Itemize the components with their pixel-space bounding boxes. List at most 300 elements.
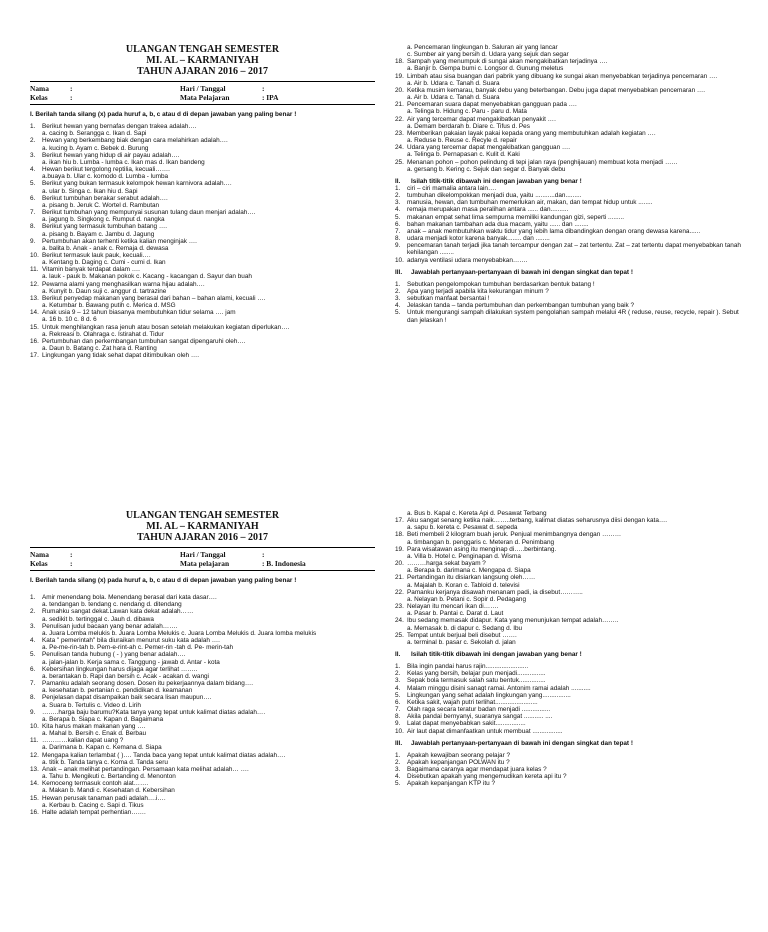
answer-options	[30, 702, 375, 709]
date-label: Hari / Tanggal	[180, 550, 226, 559]
date-label: Hari / Tanggal	[180, 84, 226, 93]
item-text: Pencemaran suara dapat menyebabkan gangguan pada ….	[407, 101, 577, 109]
name-label: Nama	[30, 84, 49, 93]
item-number: 22.	[395, 588, 404, 596]
item-text: anak – anak membutuhkan waktu tidur yang lebih lama dibandingkan dengan orang dewasa karena......	[407, 227, 701, 235]
exam-header	[30, 44, 375, 77]
question-item	[395, 759, 745, 766]
item-text: bahan makanan tambahan ada dua macam, yaitu ...... dan ........	[407, 220, 589, 228]
item-text: a. Berapa b. darimana c. Mengapa d. Siapa	[407, 567, 531, 575]
section-title	[395, 269, 745, 276]
item-text: a. lauk - pauk b. Makanan pokok c. Kacang - kacangan d. Sayur dan buah	[42, 273, 252, 281]
question-item	[395, 235, 745, 242]
question-item	[395, 663, 745, 670]
answer-options	[30, 231, 375, 238]
item-number: 2.	[30, 608, 36, 616]
item-number: 7.	[395, 706, 401, 714]
item-text: Pertumbuhan dan perkembangan tumbuhan sangat dipengaruhi oleh….	[42, 337, 246, 345]
item-text: Penulisan judul bacaan yang benar adalah…….	[42, 622, 178, 630]
item-text: Ketika sakit, wajah putri terlihat........................	[407, 698, 538, 706]
question-item	[30, 195, 375, 202]
question-item	[395, 221, 745, 228]
question-item	[30, 352, 375, 359]
item-text: a. Suara b. Tertulis c. Video d. Lirih	[42, 701, 141, 709]
item-number: 23.	[395, 603, 404, 611]
item-text: a. Pasar b. Pantai c. Darat d. Laut	[407, 610, 504, 618]
item-number: 7.	[395, 227, 401, 235]
item-text: Halte adalah tempat perhentian…….	[42, 808, 146, 816]
question-item	[30, 608, 375, 615]
question-item	[395, 546, 745, 553]
question-item	[395, 58, 745, 65]
question-item	[30, 680, 375, 687]
item-text: Pewarna alami yang menghasilkan warna hijau adalah….	[42, 280, 205, 288]
answer-options	[30, 145, 375, 152]
question-item	[395, 780, 745, 787]
question-item	[30, 338, 375, 345]
item-text: Bagaimana caranya agar mendapat juara kelas ?	[407, 766, 547, 774]
question-item	[395, 766, 745, 773]
item-text: a. balita b. Anak - anak c. Remaja d. dewasa	[42, 244, 169, 252]
answer-options	[395, 524, 745, 531]
item-text: Air laut dapat dimanfaatkan untuk membuat .................	[407, 727, 563, 735]
date-colon: :	[262, 550, 265, 559]
item-text: Menanan pohon – pohon pelindung di tepi jalan raya (penghijauan) membuat kota menjadi ……	[407, 158, 678, 166]
question-item	[395, 728, 745, 735]
item-text: Berikut penyedap makanan yang berasal dari bahan – bahan alami, kecuali ….	[42, 294, 266, 302]
item-number: 1.	[30, 123, 36, 131]
answer-options	[30, 331, 375, 338]
answer-options	[395, 123, 745, 130]
answer-options	[30, 659, 375, 666]
item-text: adanya ventilasi udara menyebabkan…….	[407, 256, 528, 264]
item-number: 16.	[30, 808, 39, 816]
item-number: III.	[395, 739, 403, 747]
item-text: a. Banjir b. Gempa bumi c. Longsor d. Gunung meletus	[407, 65, 564, 73]
item-text: a. kucing b. Ayam c. Bebek d. Burung	[42, 144, 149, 152]
subject-value: : B. Indonesia	[262, 559, 306, 568]
item-text: remaja merupakan masa peralihan antara ...... dan..........	[407, 206, 569, 214]
item-number: 1.	[395, 751, 401, 759]
question-item	[395, 214, 745, 221]
item-text: ciri – ciri mamalia antara lain….	[407, 184, 497, 192]
item-number: 17.	[30, 352, 39, 360]
item-text: a. ikan hiu b. Lumba - lumba c. Ikan mas d. Ikan bandeng	[42, 158, 205, 166]
question-item	[395, 699, 745, 706]
question-item	[30, 137, 375, 144]
item-number: 11.	[30, 266, 39, 274]
item-number: 2.	[395, 288, 401, 295]
answer-options	[395, 553, 745, 560]
item-text: Hewan berikut tergolong reptilia, kecuali…….	[42, 166, 170, 174]
item-text: Sepak bola termasuk salah satu bentuk...............	[407, 677, 546, 685]
question-item	[30, 623, 375, 630]
question-item	[395, 517, 745, 524]
item-text: a. sedikit b. tertinggal c. Jauh d. dibawa	[42, 615, 154, 623]
item-text: Pamanku kerjanya disawah menanam padi, ia disebut………..	[407, 588, 583, 596]
right-column	[395, 510, 745, 788]
answer-options	[30, 202, 375, 209]
question-item	[395, 130, 745, 137]
item-text: a. Rekreasi b. Olahraga c. Istirahat d. Tidur	[42, 330, 164, 338]
item-number: 6.	[395, 220, 401, 228]
subject-label: Mata pelajaran	[180, 559, 230, 568]
item-text: Akila pandai bernyanyi, suaranya sangat ........... ....	[407, 713, 553, 721]
item-number: 5.	[395, 213, 401, 221]
item-number: 25.	[395, 158, 404, 166]
item-text: Hewan yang berkembang biak dengan cara melahirkan adalah….	[42, 137, 228, 145]
item-text: Lingkungan yang sehat adalah lingkungan yang................	[407, 691, 571, 699]
item-number: 3.	[395, 766, 401, 774]
item-text: Memberikan pakaian layak pakai kepada orang yang membutuhkan adalah kegiatan ….	[407, 129, 656, 137]
item-text: Berikut tumbuhan yang mempunyai susunan tulang daun menjari adalah….	[42, 209, 256, 217]
answer-options	[395, 610, 745, 617]
item-text: Pertumbuhan akan terhenti ketika kalian menginjak ….	[42, 237, 197, 245]
item-number: 9.	[30, 237, 36, 245]
item-text: Berikut hewan yang hidup di air payau adalah….	[42, 151, 180, 159]
item-text: a. Pe-me-rin-tah b. Pem-e-rint-ah c. Pemer-rin -tah d. Pe- merin-tah	[42, 644, 234, 652]
answer-options	[395, 567, 745, 574]
question-item	[30, 694, 375, 701]
item-text: …………kalian dapat uang ?	[42, 737, 124, 745]
question-item	[30, 752, 375, 759]
question-item	[30, 166, 375, 173]
item-text: Hewan perusak tanaman padi adalah….i….	[42, 794, 166, 802]
item-text: Limbah atau sisa buangan dari pabrik yang dibuang ke sungai akan menyebabkan terjadinya pencemaran ….	[407, 72, 718, 80]
item-text: a. Berapa b. Siapa c. Kapan d. Bagaimana	[42, 715, 164, 723]
question-item	[395, 677, 745, 684]
name-colon: :	[70, 84, 73, 93]
item-number: 9.	[395, 242, 401, 250]
item-text: a. berantakan b. Rapi dan bersih c. Acak - acakan d. wangi	[42, 672, 209, 680]
item-text: Pamanku adalah seorang dosen. Dosen itu pekerjaannya dalam bidang….	[42, 680, 254, 688]
name-colon: :	[70, 550, 73, 559]
item-number: 10.	[30, 251, 39, 259]
question-item	[30, 766, 375, 773]
item-text: Kemoceng termasuk contoh alat…….	[42, 780, 149, 788]
class-label: Kelas	[30, 559, 48, 568]
question-item	[395, 309, 745, 323]
question-item	[30, 180, 375, 187]
question-item	[395, 670, 745, 677]
question-item	[395, 603, 745, 610]
answer-options	[395, 108, 745, 115]
section-1-title: I. Berilah tanda silang (x) pada huruf a, b, c atau d di depan jawaban yang paling benar !	[30, 111, 297, 118]
item-text: manusia, hewan, dan tumbuhan memerlukan air, makan, dan tempat hidup untuk ........	[407, 199, 653, 207]
item-text: Nelayan itu mencari ikan di…….	[407, 603, 499, 611]
item-text: Apakah kewajiban seorang pelajar ?	[407, 751, 511, 759]
answer-options	[30, 601, 375, 608]
item-text: Isilah titik-titik dibawah ini dengan jawaban yang benar !	[411, 650, 582, 658]
question-item	[395, 752, 745, 759]
question-item	[30, 666, 375, 673]
item-text: a. Air b. Udara c. Tanah d. Suara	[407, 79, 500, 87]
item-number: 12.	[30, 751, 39, 759]
exam-header	[30, 510, 375, 543]
question-item	[395, 589, 745, 596]
item-text: Ketika musim kemarau, banyak debu yang beterbangan. Debu juga dapat menyebabkan pencemaran ….	[407, 86, 706, 94]
item-number: 9.	[395, 720, 401, 728]
item-number: 19.	[395, 545, 404, 553]
answer-options	[395, 596, 745, 603]
question-item	[30, 809, 375, 816]
answer-options	[395, 151, 745, 158]
item-number: 14.	[30, 309, 39, 317]
name-label: Nama	[30, 550, 49, 559]
header-line-1: ULANGAN TENGAH SEMESTER	[125, 510, 280, 521]
question-item	[395, 206, 745, 213]
answer-options	[30, 687, 375, 694]
question-item	[395, 288, 745, 295]
item-text: Aku sangat senang ketika naik……..terbang, kalimat diatas seharusnya diisi dengan kata….	[407, 517, 668, 525]
answer-options	[30, 644, 375, 651]
item-text: a.buaya b. Ular c. komodo d. Lumba - lumba	[42, 173, 169, 181]
item-number: 2.	[30, 137, 36, 145]
item-text: a. titik b. Tanda tanya c. Koma d. Tanda seru	[42, 758, 168, 766]
item-number: 5.	[395, 780, 401, 788]
answer-options	[30, 259, 375, 266]
item-number: 13.	[30, 765, 39, 773]
question-item	[395, 192, 745, 199]
question-item	[395, 199, 745, 206]
item-number: 14.	[30, 780, 39, 788]
item-text: a. jagung b. Singkong c. Rumput d. nangka	[42, 216, 165, 224]
item-text: a. Daun b. Batang c. Zat hara d. Ranting	[42, 345, 157, 352]
question-item	[395, 617, 745, 624]
item-text: Kebersihan lingkungan harus dijaga agar terlihat ……..	[42, 665, 198, 673]
question-item	[395, 73, 745, 80]
item-number: 4.	[395, 773, 401, 781]
item-text: Berikut hewan yang bernafas dengan trakea adalah….	[42, 123, 197, 131]
question-item	[395, 302, 745, 309]
item-number: 1.	[30, 594, 36, 602]
item-text: Pertandingan itu disiarkan langsung oleh……	[407, 574, 536, 582]
item-number: 2.	[395, 670, 401, 678]
question-item	[30, 324, 375, 331]
item-text: a. pisang b. Bayam c. Jambu d. Jagung	[42, 230, 155, 238]
answer-options	[30, 744, 375, 751]
item-text: a. 16 b. 10 c. 8 d. 6	[42, 316, 97, 324]
item-text: ……..harga baju barumu?Kata tanya yang tepat untuk kalimat diatas adalah….	[42, 708, 266, 716]
section-title	[395, 178, 745, 185]
item-text: a. Darimana b. Kapan c. Kemana d. Siapa	[42, 744, 162, 752]
question-item	[30, 780, 375, 787]
item-number: 3.	[30, 622, 36, 630]
item-text: a. timbangan b. penggaris c. Meteran d. Penimbang	[407, 538, 555, 546]
section-title	[395, 651, 745, 658]
item-text: Kata " pemerintah" bila diuraikan menurut suku kata adalah ….	[42, 637, 220, 645]
item-text: c. Sumber air yang bersih d. Udara yang sejuk dan segar	[407, 51, 569, 59]
item-number: 4.	[395, 302, 401, 310]
item-text: Jelaskan tanda – tanda pertumbuhan dan perkembangan tumbuhan yang baik ?	[407, 302, 635, 310]
question-item	[30, 238, 375, 245]
answer-options	[30, 673, 375, 680]
answer-options	[30, 273, 375, 280]
subject-value: : IPA	[262, 93, 279, 102]
question-item	[395, 257, 745, 264]
item-text: a. ular b. Singa c. Ikan hiu d. Sapi	[42, 187, 138, 195]
item-text: a. Tahu b. Mengikuti c. Bertanding d. Menonton	[42, 773, 176, 781]
answer-options	[30, 773, 375, 780]
exam-sheet-bahasa-indonesia	[0, 466, 768, 932]
item-text: a. Kerbau b. Cacing c. Sapi d. Tikus	[42, 801, 144, 809]
item-text: Penjelasan dapat disampaikan baik secara lisan maupun….	[42, 694, 212, 702]
answer-options	[30, 716, 375, 723]
item-number: 6.	[30, 665, 36, 673]
item-number: 5.	[30, 180, 36, 188]
item-number: 5.	[395, 309, 401, 317]
item-number: 8.	[30, 694, 36, 702]
answer-options	[30, 288, 375, 295]
item-text: a. Telinga b. Pernapasan c. Kulit d. Kaki	[407, 151, 520, 159]
item-number: 3.	[30, 151, 36, 159]
question-item	[30, 152, 375, 159]
item-text: Sampah yang menumpuk di sungai akan mengakibatkan terjadinya ….	[407, 58, 608, 66]
answer-options	[30, 130, 375, 137]
item-text: a. cacing b. Serangga c. Ikan d. Sapi	[42, 130, 147, 138]
question-item	[30, 223, 375, 230]
item-text: Malam minggu disini sanagt ramai. Antonim ramai adalah ...........	[407, 684, 591, 692]
item-text: Disebutkan apakah yang mengemudikan kereta api itu ?	[407, 773, 567, 781]
student-info	[30, 547, 375, 571]
item-number: 21.	[395, 574, 404, 582]
item-text: Isilah titik-titik dibawah ini dengan jawaban yang benar !	[411, 177, 582, 185]
item-text: Kita harus makan makanan yang ….	[42, 722, 146, 730]
item-text: Sebutkan pengelompokan tumbuhan berdasarkan bentuk batang !	[407, 280, 595, 288]
item-text: a. Juara Lomba melukis b. Juara Lomba Melukis c. Juara Lomba Melukis d. Juara lomba melukis	[42, 629, 317, 637]
question-item	[395, 116, 745, 123]
header-line-3: TAHUN AJARAN 2016 – 2017	[137, 66, 268, 77]
answer-options	[30, 730, 375, 737]
item-text: Lalat dapat menyebabkan sakit.................	[407, 720, 526, 728]
answer-options	[395, 51, 745, 58]
date-colon: :	[262, 84, 265, 93]
item-number: 5.	[30, 651, 36, 659]
header-line-3: TAHUN AJARAN 2016 – 2017	[137, 532, 268, 543]
item-number: 18.	[395, 531, 404, 539]
item-text: Untuk mengurangi sampah dilakukan system pengolahan sampah melalui 4R ( reduse, reuse, recycle, repair ). Sebut dan jelaskan !	[407, 309, 739, 324]
item-number: 15.	[30, 794, 39, 802]
item-number: 2.	[395, 759, 401, 766]
question-item	[30, 594, 375, 601]
answer-options	[30, 759, 375, 766]
question-item	[395, 706, 745, 713]
class-colon: :	[70, 559, 73, 568]
item-text: Vitamin banyak terdapat dalam ….	[42, 266, 140, 274]
answer-options	[395, 510, 745, 517]
item-text: Berikut yang bukan termasuk kelompok hewan karnivora adalah….	[42, 180, 232, 188]
answer-options	[30, 630, 375, 637]
left-column	[30, 510, 375, 816]
item-number: 24.	[395, 617, 404, 625]
question-item	[395, 144, 745, 151]
item-text: a. kesehatan b. pertanian c. pendidikan d. keamanan	[42, 687, 193, 695]
answer-options	[30, 216, 375, 223]
item-number: 1.	[395, 280, 401, 288]
question-item	[395, 242, 745, 256]
item-text: ………harga sekat bayam ?	[407, 560, 486, 568]
question-item	[395, 632, 745, 639]
item-number: II.	[395, 650, 401, 658]
item-number: 4.	[30, 637, 36, 645]
item-number: 1.	[395, 184, 401, 192]
item-number: 3.	[395, 199, 401, 207]
question-item	[395, 228, 745, 235]
item-text: a. Demam berdarah b. Diare c. Tifus d. Pes	[407, 122, 530, 130]
item-text: Lingkungan yang tidak sehat dapat ditimbulkan oleh ….	[42, 352, 200, 360]
answer-options	[30, 302, 375, 309]
answer-options	[395, 137, 745, 144]
item-text: Apakah kepanjangan POLWAN itu ?	[407, 759, 510, 766]
answer-options	[395, 44, 745, 51]
item-number: 2.	[395, 192, 401, 200]
answer-options	[30, 787, 375, 794]
item-text: makanan empat sehat lima sempurna memiliki kandungan gizi, seperti .........	[407, 213, 625, 221]
question-item	[30, 123, 375, 130]
item-text: a. Mahal b. Bersih c. Enak d. Berbau	[42, 730, 147, 738]
question-item	[30, 637, 375, 644]
student-info	[30, 81, 375, 105]
left-column	[30, 44, 375, 359]
item-text: a. sapu b. kereta c. Pesawat d. sepeda	[407, 524, 518, 532]
answer-options	[30, 316, 375, 323]
question-item	[395, 281, 745, 288]
item-text: Berikut termasuk lauk pauk, kecuali….	[42, 251, 151, 259]
right-column	[395, 44, 745, 324]
item-text: Jawablah pertanyaan-pertanyaan di bawah ini dengan singkat dan tepat !	[411, 739, 633, 747]
question-item	[395, 685, 745, 692]
question-item	[395, 713, 745, 720]
item-text: a. Bus b. Kapal c. Kereta Api d. Pesawat Terbang	[407, 510, 547, 517]
question-item	[395, 560, 745, 567]
answer-options	[395, 639, 745, 646]
question-item	[395, 531, 745, 538]
answer-options	[395, 539, 745, 546]
answer-options	[395, 625, 745, 632]
item-number: III.	[395, 268, 403, 276]
item-text: udara menjadi kotor karena banyak........ dan ........	[407, 235, 550, 243]
item-number: 19.	[395, 72, 404, 80]
item-text: a. gersang b. Kering c. Sejuk dan segar d. Banyak debu	[407, 165, 566, 173]
subject-label: Mata Pelajaran	[180, 93, 230, 102]
item-number: 20.	[395, 86, 404, 94]
question-item	[395, 692, 745, 699]
item-text: Penulisan tanda hubung ( - ) yang benar adalah….	[42, 651, 186, 659]
item-text: Beti membeli 2 kilogram buah jeruk. Penjual menimbangnya dengan ………	[407, 531, 622, 539]
item-text: Amir menendang bola. Menendang berasal dari kata dasar….	[42, 594, 217, 602]
item-text: a. Majalah b. Koran c. Tabloid d. televisi	[407, 581, 520, 589]
question-item	[30, 651, 375, 658]
item-text: a. Telinga b. Hidung c. Paru - paru d. Mata	[407, 108, 527, 116]
section-title	[395, 740, 745, 747]
class-label: Kelas	[30, 93, 48, 102]
item-number: 8.	[30, 223, 36, 231]
item-number: 13.	[30, 294, 39, 302]
item-text: a. Ketumbar b. Bawang putih c. Merica d. MSG	[42, 302, 176, 310]
answer-options	[30, 616, 375, 623]
question-item	[30, 266, 375, 273]
item-text: a. Air b. Udara c. Tanah d. Suara	[407, 94, 500, 102]
question-item	[395, 574, 745, 581]
item-text: Para wisatawan asing itu menginap di…..berbintang.	[407, 545, 557, 553]
item-text: a. Reduse b. Reuse c. Recyle d. repair	[407, 137, 517, 145]
item-number: 12.	[30, 280, 39, 288]
item-text: Berikut tumbuhan berakar serabut adalah….	[42, 194, 168, 202]
item-number: 4.	[395, 206, 401, 214]
item-number: 3.	[395, 295, 401, 303]
item-text: Untuk menghilangkan rasa jenuh atau bosan setelah melakukan kegiatan diperlukan….	[42, 323, 290, 331]
answer-options	[395, 80, 745, 87]
